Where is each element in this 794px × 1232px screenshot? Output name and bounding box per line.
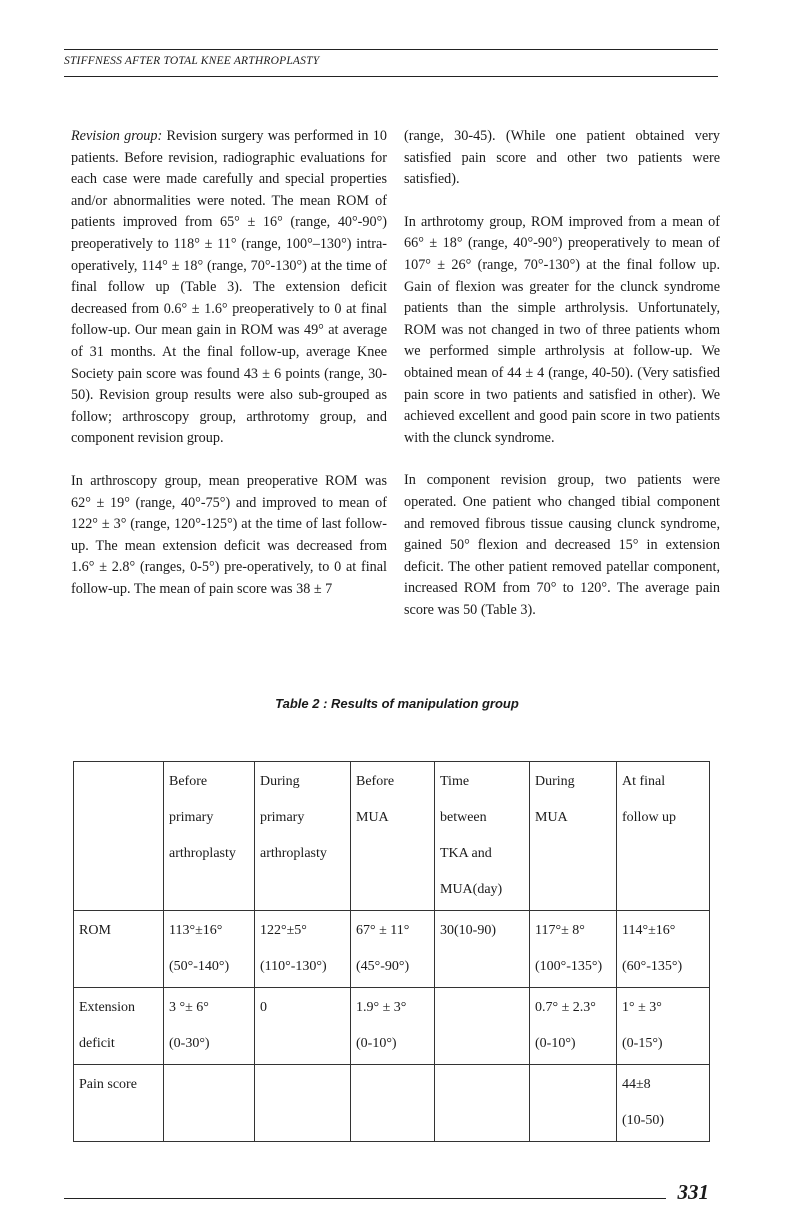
table-cell-line: (60°-135°) [622, 959, 683, 974]
table-header-cell [255, 762, 351, 911]
table-cell [255, 988, 351, 1065]
footer-rule [64, 1198, 666, 1199]
component-revision-paragraph: In component revision group, two patients were operated. One patient who changed tibial component and removed fibrous tissue causing clunck syndrome, gained 50° flexion and decreased 15° in extension deficit. The other patient removed patellar component, increased ROM from 70° to 120°. The average pain score was 50 (Table 3). [404, 472, 720, 618]
table-cell-line: Extension [79, 1000, 135, 1015]
table-header-cell [435, 762, 530, 911]
table-cell [617, 1065, 710, 1142]
table-cell-line: (110°-130°) [260, 959, 327, 974]
table-cell-line [440, 990, 524, 1026]
table-cell [351, 1065, 435, 1142]
table-cell-line: 117°± 8° [535, 923, 585, 938]
table-cell [164, 911, 255, 988]
table-cell [351, 911, 435, 988]
table-cell [435, 988, 530, 1065]
right-column [404, 126, 720, 642]
table-cell [74, 988, 164, 1065]
table-cell-line: 0 [260, 1000, 267, 1015]
table-cell-line: Pain score [79, 1077, 137, 1092]
table-cell-line: 113°±16° [169, 923, 223, 938]
table-cell [74, 1065, 164, 1142]
table-cell [164, 1065, 255, 1142]
table-cell-line: 1° ± 3° [622, 1000, 662, 1015]
table-cell-line: (10-50) [622, 1113, 664, 1128]
table-cell-line [169, 1067, 249, 1103]
table-header-cell [164, 762, 255, 911]
table-cell-line: between [440, 810, 487, 825]
table-cell-line: ROM [79, 923, 111, 938]
table-header-cell [617, 762, 710, 911]
table-cell-line [79, 764, 158, 800]
revision-group-paragraph [71, 126, 387, 450]
table-cell-line: (0-10°) [356, 1036, 397, 1051]
table-cell-line: primary [169, 810, 214, 825]
table-cell [530, 1065, 617, 1142]
arthroscopy-group-paragraph: In arthroscopy group, mean preoperative ROM was 62° ± 19° (range, 40°-75°) and improved to mean of 122° ± 3° (range, 120°-125°) at the time of last follow-up. The mean extension deficit was decreased from 1.6° ± 2.8° (ranges, 0-5°) pre-operatively, to 0 at final follow-up. The mean of pain score was 38 ± 7 [71, 472, 387, 597]
table-cell-line [440, 1067, 524, 1103]
table-cell [530, 911, 617, 988]
table-cell-line: MUA(day) [440, 882, 503, 897]
table-cell-line: arthroplasty [169, 846, 236, 861]
table-cell-line: 122°±5° [260, 923, 307, 938]
table-cell-line: During [260, 774, 300, 789]
table-cell-line: (100°-135°) [535, 959, 603, 974]
table-cell-line [535, 1067, 611, 1103]
arthrotomy-group-paragraph: In arthrotomy group, ROM improved from a mean of 66° ± 18° (range, 40°-90°) preoperatively to mean of 107° ± 26° (range, 70°-130°) at the final follow up. Gain of flexion was greater for the clunck syndrome patients than the simple arthrolysis. Unfortunately, ROM was not changed in two of three patients whom we performed simple arthrolysis at follow-up. We obtained mean of 44 ± 4 (range, 40-50). (Very satisfied pain score in two patients and satisfied in other). We achieved excellent and good pain score in two patients with the clunck syndrome. [404, 213, 720, 446]
table-cell-line: 1.9° ± 3° [356, 1000, 407, 1015]
table-cell-line: 114°±16° [622, 923, 676, 938]
results-table-body [74, 762, 710, 1142]
table-cell-line: At final [622, 774, 666, 789]
table-cell-line: Before [169, 774, 208, 789]
table-cell-line: MUA [535, 810, 568, 825]
revision-group-lead: Revision group: [71, 128, 163, 144]
table-cell [255, 911, 351, 988]
table-cell-line: (0-30°) [169, 1036, 210, 1051]
table-cell-line: MUA [356, 810, 389, 825]
header-rule-bottom [64, 76, 718, 77]
table-cell-line: 3 °± 6° [169, 1000, 209, 1015]
table-cell-line: During [535, 774, 575, 789]
table-cell [435, 1065, 530, 1142]
table-cell-line: Before [356, 774, 395, 789]
table-cell-line: (0-10°) [535, 1036, 576, 1051]
table-cell-line: 44±8 [622, 1077, 651, 1092]
results-table [73, 761, 710, 1142]
table-cell [435, 911, 530, 988]
table-cell-line [356, 1067, 429, 1103]
table-header-cell [351, 762, 435, 911]
revision-group-text: Revision surgery was performed in 10 patients. Before revision, radiographic evaluations for each case were made carefully and special properties and/or abnormalities were noted. The mean ROM of patients improved from 65° ± 16° (range, 40°-90°) preoperatively to 118° ± 11° (range, 100°–130°) intra-operatively, 114° ± 18° (range, 70°-130°) at the time of final follow up (Table 3). The extension deficit decreased from 0.6° ± 1.6° preoperatively to 0 at final follow-up. Our mean gain in ROM was 49° at average of 31 months. At the final follow-up, average Knee Society pain score was found 43 ± 6 points (range, 30-50). Revision group results were also sub-grouped as follow; arthroscopy group, arthrotomy group, and component revision group. [71, 128, 387, 447]
table-header-cell [74, 762, 164, 911]
table-header-row [74, 762, 710, 911]
table-cell-line: 67° ± 11° [356, 923, 410, 938]
running-head: STIFFNESS AFTER TOTAL KNEE ARTHROPLASTY [64, 55, 320, 67]
table-row [74, 988, 710, 1065]
table-cell-line [260, 1067, 345, 1103]
table-row [74, 1065, 710, 1142]
table-cell-line: TKA and [440, 846, 492, 861]
header-rule-top [64, 49, 718, 50]
table-cell-line: follow up [622, 810, 677, 825]
table-cell-line: deficit [79, 1036, 115, 1051]
pain-score-continuation: (range, 30-45). (While one patient obtained very satisfied pain score and other two patients were satisfied). [404, 128, 720, 188]
table-cell [617, 988, 710, 1065]
table-cell-line: 30(10-90) [440, 923, 496, 938]
table-cell [255, 1065, 351, 1142]
table-cell-line: (0-15°) [622, 1036, 663, 1051]
table-title: Table 2 : Results of manipulation group [275, 696, 519, 711]
table-cell [164, 988, 255, 1065]
table-cell [617, 911, 710, 988]
table-cell [530, 988, 617, 1065]
table-cell-line: (50°-140°) [169, 959, 230, 974]
table-cell [74, 911, 164, 988]
table-header-cell [530, 762, 617, 911]
table-cell [351, 988, 435, 1065]
table-row [74, 911, 710, 988]
left-column [71, 126, 387, 621]
page-number: 331 [677, 1180, 709, 1204]
table-cell-line: (45°-90°) [356, 959, 410, 974]
table-cell-line: 0.7° ± 2.3° [535, 1000, 596, 1015]
table-cell-line: primary [260, 810, 305, 825]
table-cell-line: arthroplasty [260, 846, 327, 861]
table-cell-line: Time [440, 774, 470, 789]
